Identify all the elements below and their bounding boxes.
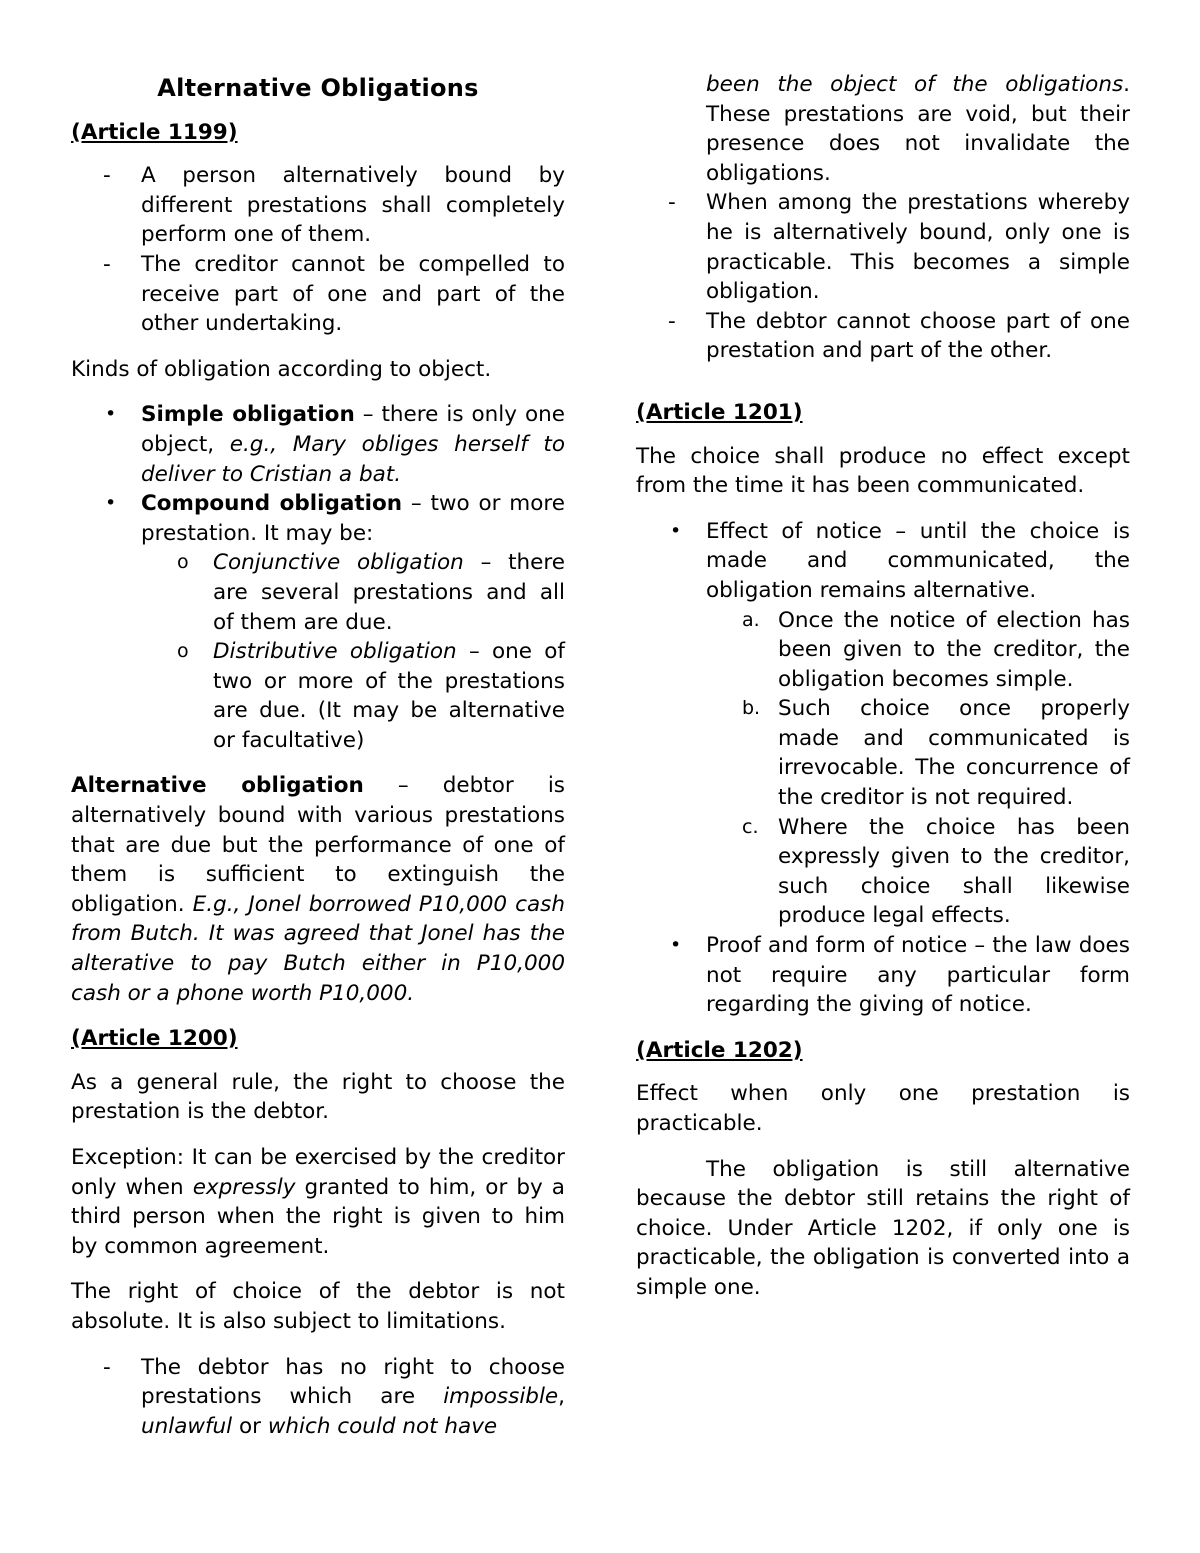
list-item-text: The debtor cannot choose part of one prestation and part of the other. <box>706 308 1130 364</box>
article-1200-heading: (Article 1200) <box>71 1026 238 1052</box>
simple-text: – there is only one object, <box>141 402 565 457</box>
list-item <box>636 307 1130 366</box>
conjunctive-label: Conjunctive obligation <box>213 550 464 576</box>
limit-continued-emphasis: been the object of the obligations <box>706 72 1124 97</box>
list-item-proof <box>636 931 1130 1020</box>
list-item-simple <box>71 400 565 489</box>
alpha-marker: b. <box>742 697 761 720</box>
notice-sublist <box>706 606 1130 932</box>
compound-text: – two or more prestation. It may be: <box>141 491 565 546</box>
proof-text: Proof and form of notice – the law does not require any particular form regarding the giving of notice. <box>706 933 1130 1018</box>
list-item-notice <box>636 517 1130 931</box>
article-1199-list <box>71 161 565 339</box>
list-item <box>636 694 1130 812</box>
alternative-label: Alternative obligation <box>71 773 364 799</box>
alternative-example: E.g., Jonel borrowed P10,000 cash from Butch. It was agreed that Jonel has the alterative to pay Butch either in P10,000 cash or a phone worth P10,000. <box>71 891 565 1006</box>
list-item-continued <box>636 70 1130 188</box>
simple-example: e.g., Mary obliges herself to deliver to Cristian a bat. <box>141 431 566 487</box>
circle-marker: o <box>177 640 189 663</box>
exception-emphasis: expressly <box>192 1174 296 1200</box>
general-rule: As a general rule, the right to choose the prestation is the debtor. <box>71 1069 565 1125</box>
still-alternative-paragraph: The obligation is still alternative because the debtor still retains the right of choice. Under Article 1202, if only one is practicable, the obligation is converted into a simple one. <box>636 1156 1130 1300</box>
alternative-definition <box>71 771 565 1008</box>
simple-label: Simple obligation <box>141 402 355 428</box>
list-item <box>636 813 1130 931</box>
exception-text-a: Exception: It can be exercised by the creditor only when <box>71 1145 565 1200</box>
right-column <box>636 70 1130 1319</box>
list-item-text: The creditor cannot be compelled to receive part of one and part of the other undertaking. <box>141 251 565 337</box>
limit-text-c: or <box>232 1413 268 1439</box>
bullet-marker: • <box>105 492 117 515</box>
limit-emphasis-2: unlawful <box>141 1413 233 1439</box>
exception-text-b: granted to him, or by a third person when the right is given to him by common agreement. <box>71 1174 565 1259</box>
dash-marker: - <box>103 251 111 277</box>
list-item <box>71 548 565 637</box>
compound-label: Compound obligation <box>141 491 403 517</box>
not-absolute-paragraph: The right of choice of the debtor is not absolute. It is also subject to limitations. <box>71 1279 565 1334</box>
page-title: Alternative Obligations <box>157 74 479 102</box>
dash-marker: - <box>668 190 676 216</box>
limitations-list-start <box>71 1353 565 1442</box>
distributive-label: Distributive obligation <box>213 639 457 665</box>
list-item <box>71 161 565 250</box>
limit-continued-text: . These prestations are void, but their presence does not invalidate the obligations. <box>706 72 1130 186</box>
list-item <box>71 637 565 755</box>
list-item <box>636 606 1130 695</box>
choice-effect-paragraph: The choice shall produce no effect except from the time it has been communicated. <box>636 443 1130 499</box>
distributive-text: – one of two or more of the prestations are due. (It may be alternative or facultative) <box>213 639 565 753</box>
limit-emphasis-1: impossible <box>443 1384 559 1410</box>
kinds-intro: Kinds of obligation according to object. <box>71 356 492 382</box>
compound-sublist <box>141 548 565 755</box>
alternative-text: – debtor is alternatively bound with various prestations that are due but the performance of one of them is sufficient to extinguish the obligation. <box>71 773 565 917</box>
list-item-text: Where the choice has been expressly given to the creditor, such choice shall likewise produce legal effects. <box>778 814 1130 929</box>
notice-list <box>636 517 1130 1020</box>
list-item-text: A person alternatively bound by different prestations shall completely perform one of them. <box>141 163 565 248</box>
bullet-marker: • <box>105 403 117 426</box>
list-item-text: Once the notice of election has been given to the creditor, the obligation becomes simple. <box>778 607 1130 692</box>
conjunctive-text: – there are several prestations and all of them are due. <box>213 550 565 635</box>
bullet-marker: • <box>670 934 682 957</box>
dash-marker: - <box>668 308 676 334</box>
exception-paragraph <box>71 1143 565 1261</box>
list-item <box>636 188 1130 306</box>
notice-text: Effect of notice – until the choice is made and communicated, the obligation remains alternative. <box>706 518 1130 603</box>
limit-text-a: The debtor has no right to choose prestations which are <box>141 1354 565 1410</box>
list-item <box>71 250 565 339</box>
list-item-text: When among the prestations whereby he is alternatively bound, only one is practicable. This becomes a simple obligation. <box>706 190 1130 305</box>
alpha-marker: c. <box>742 815 759 838</box>
limit-emphasis-3: which could not have <box>267 1413 498 1439</box>
article-1202-heading: (Article 1202) <box>636 1037 803 1063</box>
bullet-marker: • <box>670 519 682 542</box>
list-item <box>71 1353 565 1442</box>
kinds-list <box>71 400 565 755</box>
left-column <box>71 70 565 1457</box>
circle-marker: o <box>177 551 189 574</box>
article-1201-heading: (Article 1201) <box>636 399 803 425</box>
limit-text-b: , <box>558 1384 565 1410</box>
limitations-list-continued <box>636 70 1130 366</box>
article-1199-heading: (Article 1199) <box>71 119 238 145</box>
effect-one-paragraph: Effect when only one prestation is practicable. <box>636 1081 1130 1136</box>
dash-marker: - <box>103 163 111 189</box>
list-item-compound <box>71 489 565 755</box>
alpha-marker: a. <box>742 608 760 631</box>
list-item-text: Such choice once properly made and communicated is irrevocable. The concurrence of the creditor is not required. <box>778 696 1130 811</box>
dash-marker: - <box>103 1354 111 1380</box>
